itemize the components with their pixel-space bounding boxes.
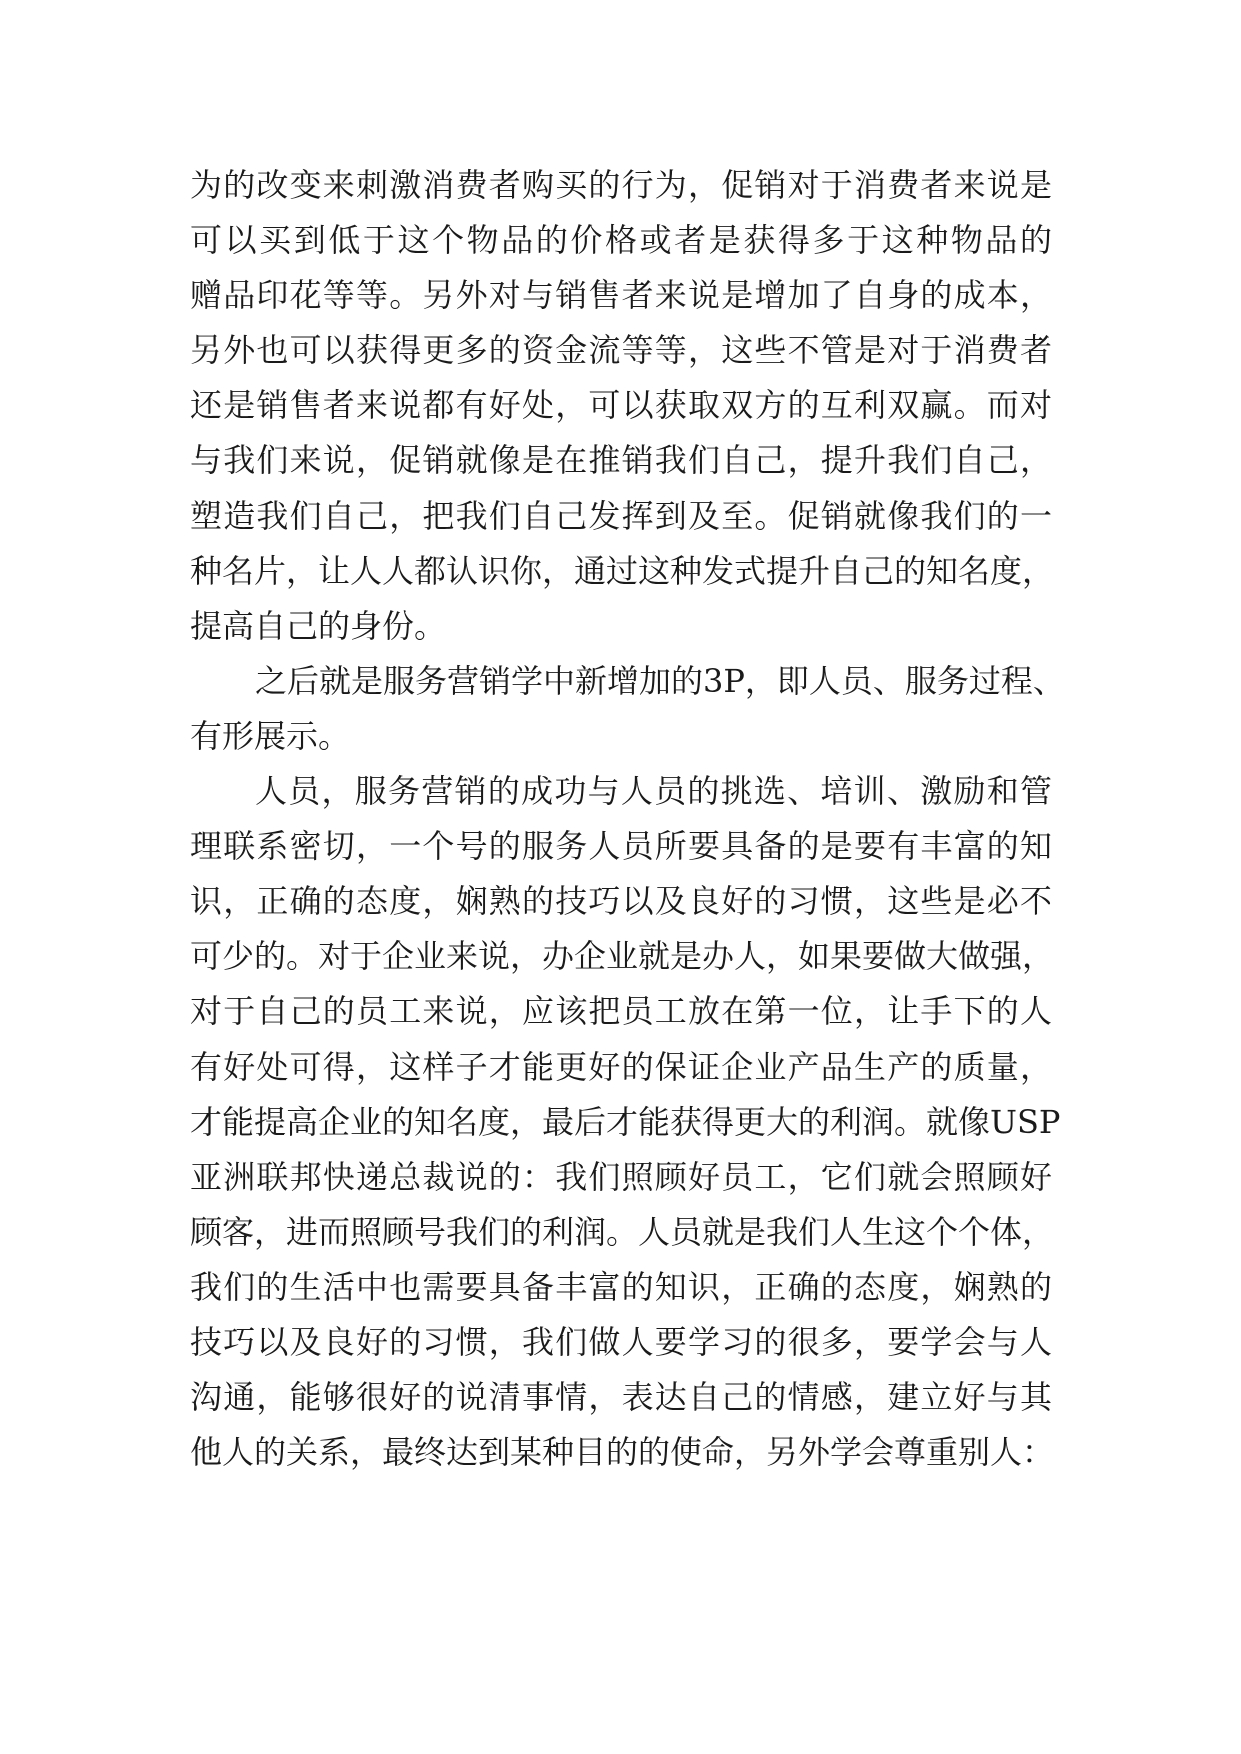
text-line: 种名片，让人人都认识你，通过这种发式提升自己的知名度， <box>190 551 1055 590</box>
text-line: 人员，服务营销的成功与人员的挑选、培训、激励和管 <box>255 772 1052 811</box>
text-line: 识，正确的态度，娴熟的技巧以及良好的习惯，这些是必不 <box>190 882 1052 921</box>
text-line: 理联系密切，一个号的服务人员所要具备的是要有丰富的知 <box>190 827 1052 866</box>
text-line: 有好处可得，这样子才能更好的保证企业产品生产的质量， <box>190 1047 1052 1086</box>
text-line: 为的改变来刺激消费者购买的行为，促销对于消费者来说是 <box>190 166 1052 204</box>
document-body <box>190 158 1065 1480</box>
text-line: 技巧以及良好的习惯，我们做人要学习的很多，要学会与人 <box>190 1322 1052 1361</box>
text-line: 可以买到低于这个物品的价格或者是获得多于这种物品的 <box>190 221 1052 260</box>
text-line: 他人的关系，最终达到某种目的的使命，另外学会尊重别人： <box>190 1433 1055 1472</box>
text-line: 另外也可以获得更多的资金流等等，这些不管是对于消费者 <box>190 331 1052 370</box>
text-line: 我们的生活中也需要具备丰富的知识，正确的态度，娴熟的 <box>190 1267 1052 1306</box>
text-line: 亚洲联邦快递总裁说的：我们照顾好员工，它们就会照顾好 <box>190 1157 1052 1196</box>
text-line: 之后就是服务营销学中新增加的3P，即人员、服务过程、 <box>255 661 1065 700</box>
text-line: 沟通，能够很好的说清事情，表达自己的情感，建立好与其 <box>190 1378 1052 1417</box>
text-line: 赠品印花等等。另外对与销售者来说是增加了自身的成本， <box>190 276 1052 315</box>
text-line: 还是销售者来说都有好处，可以获取双方的互利双赢。而对 <box>190 386 1052 425</box>
text-line: 提高自己的身份。 <box>190 606 447 645</box>
text-line: 对于自己的员工来说，应该把员工放在第一位，让手下的人 <box>190 992 1052 1031</box>
text-line: 有形展示。 <box>190 716 351 755</box>
text-line: 顾客，进而照顾号我们的利润。人员就是我们人生这个个体， <box>190 1212 1055 1251</box>
text-line: 可少的。对于企业来说，办企业就是办人，如果要做大做强， <box>190 937 1055 976</box>
text-line: 塑造我们自己，把我们自己发挥到及至。促销就像我们的一 <box>190 496 1052 535</box>
text-line: 才能提高企业的知名度，最后才能获得更大的利润。就像USP <box>190 1102 1061 1141</box>
text-line: 与我们来说，促销就像是在推销我们自己，提升我们自己， <box>190 441 1052 480</box>
